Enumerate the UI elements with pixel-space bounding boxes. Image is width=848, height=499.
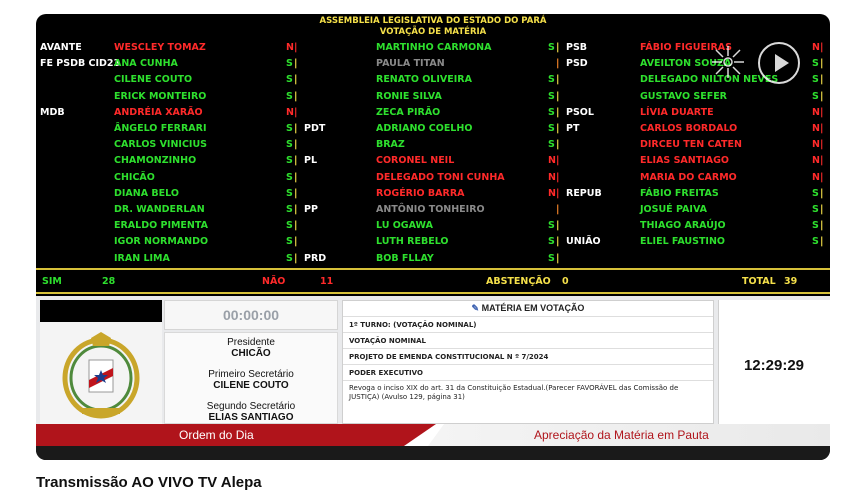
vote-marker: |: [294, 139, 298, 151]
deputy-name: LÍVIA DUARTE: [640, 106, 714, 118]
vote-value: S: [812, 90, 819, 102]
party-label: PRD: [304, 252, 327, 264]
vote-marker: |: [556, 236, 560, 248]
vote-value: S: [812, 58, 819, 70]
deputy-name: CARLOS BORDALO: [640, 123, 738, 134]
first-secretary-role: Primeiro Secretário: [208, 369, 294, 380]
nao-count: 11: [320, 276, 334, 287]
vote-marker: |: [820, 220, 824, 232]
vote-marker: |: [820, 123, 824, 134]
ticker-left-text: Ordem do Dia: [179, 428, 254, 442]
vote-value: S: [286, 90, 293, 102]
timer-box: [164, 300, 338, 330]
vote-marker: |: [820, 58, 824, 70]
deputy-name: IGOR NORMANDO: [114, 236, 209, 248]
vote-value: S: [286, 220, 293, 232]
materia-projeto: PROJETO DE EMENDA CONSTITUCIONAL N º 7/2024: [343, 348, 713, 364]
vote-marker: |: [820, 155, 824, 167]
deputy-name: ELIAS SANTIAGO: [640, 155, 729, 167]
deputy-name: IRAN LIMA: [114, 252, 170, 264]
vote-marker: |: [556, 171, 560, 183]
vote-marker: |: [556, 220, 560, 232]
vote-marker: |: [820, 187, 824, 199]
deputy-name: CARLOS VINICIUS: [114, 139, 208, 151]
nao-label: NÃO: [262, 276, 286, 287]
materia-title: ✎ MATÉRIA EM VOTAÇÃO: [471, 303, 585, 313]
party-label: PL: [304, 155, 318, 167]
vote-row: [36, 105, 830, 121]
materia-box: [342, 300, 714, 424]
party-label: PDT: [304, 123, 326, 134]
vote-marker: |: [820, 139, 824, 151]
deputy-name: ANDRÉIA XARÃO: [114, 106, 203, 118]
abstencao-count: 0: [562, 276, 569, 287]
clock-display: 12:29:29: [743, 357, 805, 374]
deputy-name: MARTINHO CARMONA: [376, 42, 492, 53]
vote-marker: |: [294, 123, 298, 134]
vote-marker: |: [294, 187, 298, 199]
board-header: [36, 14, 830, 39]
party-label: PT: [566, 123, 580, 134]
vote-marker: |: [820, 74, 824, 86]
channel-icon[interactable]: [708, 42, 748, 82]
second-secretary-role: Segundo Secretário: [206, 401, 296, 412]
deputy-name: BOB FLLAY: [376, 252, 434, 264]
vote-marker: |: [294, 171, 298, 183]
deputy-name: ADRIANO COELHO: [376, 123, 473, 134]
deputy-name: FÁBIO FREITAS: [640, 187, 719, 199]
vote-marker: |: [294, 58, 298, 70]
deputy-name: DELEGADO TONI CUNHA: [376, 171, 505, 183]
vote-marker: |: [556, 90, 560, 102]
board-subtitle: VOTAÇÃO DE MATÉRIA: [379, 27, 487, 37]
deputy-name: DR. WANDERLAN: [114, 204, 205, 215]
vote-marker: |: [294, 155, 298, 167]
seal-icon: [60, 330, 142, 420]
party-label: PSB: [566, 42, 588, 53]
vote-marker: |: [820, 204, 824, 215]
deputy-name: FÁBIO FIGUEIRAS: [640, 42, 732, 53]
vote-marker: |: [294, 204, 298, 215]
timer-display: 00:00:00: [222, 307, 280, 323]
vote-value: S: [286, 252, 293, 264]
vote-value: N: [812, 139, 820, 151]
vote-value: S: [286, 187, 293, 199]
vote-value: N: [548, 171, 556, 183]
deputy-name: ELIEL FAUSTINO: [640, 236, 725, 248]
vote-value: S: [548, 236, 555, 248]
vote-row: [36, 234, 830, 250]
vote-value: N: [812, 155, 820, 167]
vote-value: S: [286, 236, 293, 248]
materia-descricao: Revoga o inciso XIX do art. 31 da Constituição Estadual.(Parecer FAVORÁVEL das Comissão de JUSTIÇA) (Avulso 129, página 31): [343, 380, 713, 405]
vote-value: S: [548, 106, 555, 118]
vote-marker: |: [294, 220, 298, 232]
vote-marker: |: [556, 252, 560, 264]
vote-value: S: [286, 58, 293, 70]
vote-value: N: [286, 42, 294, 53]
vote-row: [36, 170, 830, 186]
deputy-name: ÂNGELO FERRARI: [114, 123, 207, 134]
vote-marker: |: [820, 42, 824, 53]
materia-poder: PODER EXECUTIVO: [343, 364, 713, 380]
vote-marker: |: [556, 58, 560, 70]
vote-value: S: [812, 187, 819, 199]
totals-bar: [36, 272, 830, 292]
vote-marker: |: [556, 155, 560, 167]
vote-marker: |: [820, 236, 824, 248]
time-box: [718, 300, 830, 424]
vote-value: S: [548, 220, 555, 232]
board-title: ASSEMBLEIA LEGISLATIVA DO ESTADO DO PARÁ: [319, 16, 547, 26]
vote-value: S: [286, 139, 293, 151]
deputy-name: ERICK MONTEIRO: [114, 90, 207, 102]
vote-row: [36, 137, 830, 153]
party-label: MDB: [40, 106, 65, 118]
logo-box: [40, 300, 162, 424]
president-name: CHICÃO: [231, 348, 271, 359]
vote-marker: |: [294, 106, 298, 118]
deputy-name: ZECA PIRÃO: [376, 106, 441, 118]
sim-count: 28: [102, 276, 116, 287]
total-label: TOTAL: [742, 276, 776, 287]
vote-marker: |: [556, 139, 560, 151]
vote-value: S: [286, 74, 293, 86]
deputy-name: ANTÔNIO TONHEIRO: [376, 204, 485, 215]
vote-value: N: [812, 171, 820, 183]
vote-value: N: [812, 123, 820, 134]
abstencao-label: ABSTENÇÃO: [486, 276, 551, 287]
vote-value: S: [812, 236, 819, 248]
materia-turno: 1º TURNO: (VOTAÇÃO NOMINAL): [343, 316, 713, 332]
deputy-name: DELEGADO NILTON NEVES: [640, 74, 779, 86]
deputy-name: ERALDO PIMENTA: [114, 220, 208, 232]
deputy-name: DIANA BELO: [114, 187, 179, 199]
party-label: PSOL: [566, 106, 594, 118]
vote-value: S: [812, 220, 819, 232]
sim-label: SIM: [42, 276, 62, 287]
second-secretary-name: ELIAS SANTIAGO: [208, 412, 294, 423]
deputy-name: CHAMONZINHO: [114, 155, 197, 167]
vote-marker: |: [556, 106, 560, 118]
deputy-name: PAULA TITAN: [376, 58, 445, 70]
vote-marker: |: [820, 171, 824, 183]
vote-value: S: [548, 139, 555, 151]
vote-marker: |: [294, 90, 298, 102]
deputy-name: BRAZ: [376, 139, 405, 151]
vote-row: [36, 218, 830, 234]
vote-value: N: [286, 106, 294, 118]
vote-value: N: [548, 187, 556, 199]
deputy-name: CORONEL NEIL: [376, 155, 455, 167]
deputy-name: ANA CUNHA: [114, 58, 178, 70]
total-count: 39: [784, 276, 798, 287]
party-label: AVANTE: [40, 42, 82, 53]
party-label: FE PSDB CID23: [40, 58, 121, 70]
vote-value: S: [286, 171, 293, 183]
vote-marker: |: [820, 106, 824, 118]
vote-row: [36, 121, 830, 137]
vote-row: [36, 202, 830, 218]
party-label: PSD: [566, 58, 588, 70]
vote-row: [36, 153, 830, 169]
deputy-name: RONIE SILVA: [376, 90, 442, 102]
party-label: REPUB: [566, 187, 602, 199]
vote-value: S: [548, 42, 555, 53]
ticker-bottom-band: [36, 446, 830, 460]
separator-line-2: [36, 292, 830, 294]
vote-value: S: [286, 204, 293, 215]
materia-votacao: VOTAÇÃO NOMINAL: [343, 332, 713, 348]
party-label: UNIÃO: [566, 236, 601, 248]
vote-value: N: [548, 155, 556, 167]
vote-value: N: [812, 42, 820, 53]
vote-value: S: [548, 252, 555, 264]
vote-value: S: [812, 74, 819, 86]
deputy-name: CILENE COUTO: [114, 74, 193, 86]
deputy-name: ROGÉRIO BARRA: [376, 187, 465, 199]
vote-value: S: [286, 123, 293, 134]
video-caption[interactable]: Transmissão AO VIVO TV Alepa: [36, 474, 262, 491]
vote-value: S: [548, 74, 555, 86]
deputy-name: AVEILTON SOUZA: [640, 58, 732, 70]
deputy-name: DIRCEU TEN CATEN: [640, 139, 742, 151]
vote-marker: |: [556, 74, 560, 86]
deputy-name: GUSTAVO SEFER: [640, 90, 727, 102]
vote-row: [36, 186, 830, 202]
vote-marker: |: [294, 236, 298, 248]
video-player[interactable]: [36, 14, 830, 460]
officers-box: [164, 332, 338, 424]
vote-marker: |: [294, 42, 298, 53]
vote-value: S: [548, 123, 555, 134]
deputy-name: WESCLEY TOMAZ: [114, 42, 206, 53]
vote-marker: |: [556, 123, 560, 134]
vote-marker: |: [556, 204, 560, 215]
separator-line: [36, 268, 830, 270]
vote-marker: |: [556, 42, 560, 53]
ticker-bar: [36, 424, 830, 446]
deputy-name: THIAGO ARAÚJO: [640, 220, 726, 232]
deputy-name: CHICÃO: [114, 171, 155, 183]
party-label: PP: [304, 204, 318, 215]
vote-value: S: [812, 204, 819, 215]
vote-value: N: [812, 106, 820, 118]
vote-marker: |: [294, 252, 298, 264]
first-secretary-name: CILENE COUTO: [213, 380, 289, 391]
play-icon[interactable]: [758, 42, 800, 84]
edit-icon: ✎: [471, 303, 480, 313]
president-role: Presidente: [227, 337, 275, 348]
deputy-name: JOSUÉ PAIVA: [640, 204, 708, 215]
vote-value: S: [286, 155, 293, 167]
deputy-name: MARIA DO CARMO: [640, 171, 737, 183]
vote-marker: |: [820, 90, 824, 102]
deputy-name: LU OGAWA: [376, 220, 433, 232]
deputy-name: LUTH REBELO: [376, 236, 449, 248]
deputy-name: RENATO OLIVEIRA: [376, 74, 472, 86]
info-panel: [36, 296, 830, 424]
vote-row: [36, 251, 830, 267]
vote-marker: |: [294, 74, 298, 86]
ticker-right-text: Apreciação da Matéria em Pauta: [534, 428, 709, 442]
vote-value: S: [548, 90, 555, 102]
vote-marker: |: [556, 187, 560, 199]
vote-row: [36, 89, 830, 105]
